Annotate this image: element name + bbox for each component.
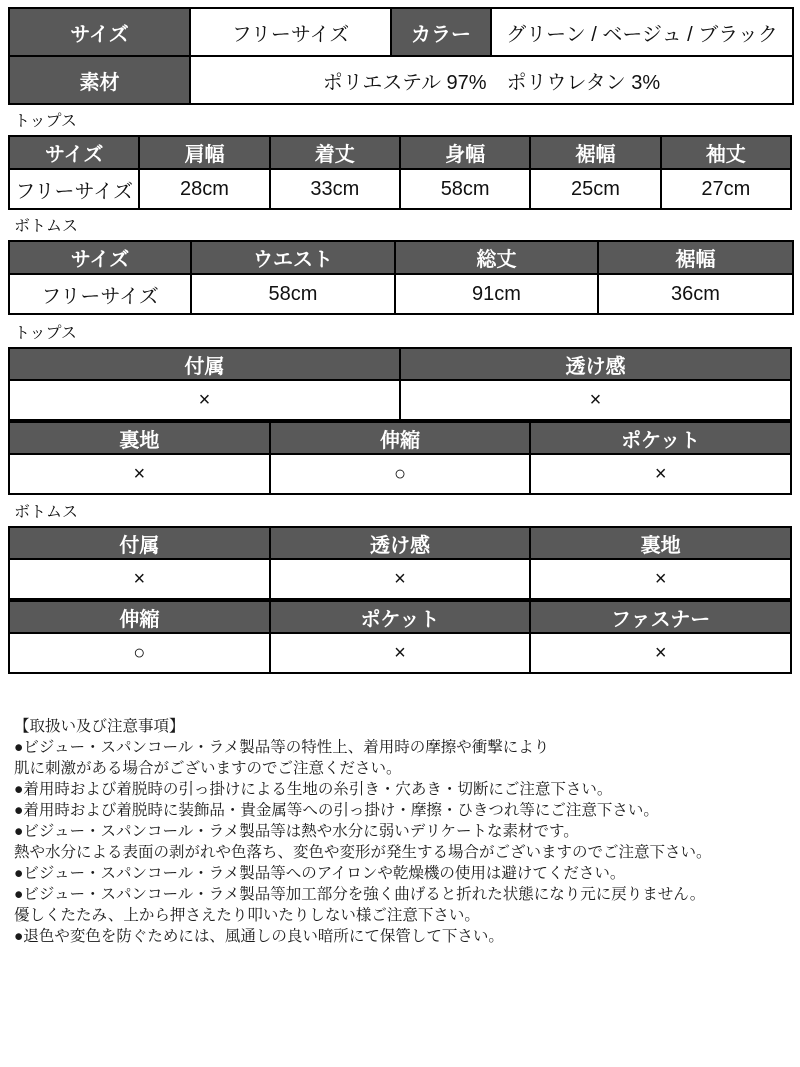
bottoms-size-value: フリーサイズ	[9, 274, 191, 314]
tops-pocket-value: ×	[530, 454, 791, 494]
material-value: ポリエステル 97% ポリウレタン 3%	[190, 56, 793, 104]
tops-measure-section-label: トップス	[14, 113, 77, 130]
tops-size-header: サイズ	[9, 136, 139, 169]
bottoms-features-value-row-1	[9, 559, 791, 599]
bottoms-sheerness-header: 透け感	[270, 527, 531, 559]
note-line: 熱や水分による表面の剥がれや色落ち、変色や変形が発生する場合がございますのでご注意下さい。	[14, 844, 712, 861]
hem-width-value: 25cm	[530, 169, 660, 209]
bottoms-lining-header: 裏地	[530, 527, 791, 559]
note-line: ●ビジュー・スパンコール・ラメ製品等の特性上、着用時の摩擦や衝撃により	[14, 739, 550, 756]
tops-lining-header: 裏地	[9, 422, 270, 454]
product-info-table	[8, 7, 794, 105]
handling-notes	[8, 716, 792, 947]
tops-pocket-header: ポケット	[530, 422, 791, 454]
bottoms-zipper-value: ×	[530, 633, 791, 673]
note-line: ●ビジュー・スパンコール・ラメ製品等加工部分を強く曲げると折れた状態になり元に戻りません。	[14, 886, 706, 903]
bottoms-features-table-group2	[8, 600, 792, 674]
info-row-size-color	[9, 8, 793, 56]
tops-sheerness-value: ×	[400, 380, 791, 420]
bottoms-size-header: サイズ	[9, 241, 191, 274]
bottoms-stretch-header: 伸縮	[9, 601, 270, 633]
tops-features-value-row-1	[9, 380, 791, 420]
tops-measure-header-row	[9, 136, 791, 169]
handling-notes-title: 【取扱い及び注意事項】	[14, 718, 185, 735]
bottoms-sheerness-value: ×	[270, 559, 531, 599]
waist-header: ウエスト	[191, 241, 395, 274]
material-label: 素材	[9, 56, 190, 104]
bottoms-measure-header-row	[9, 241, 793, 274]
tops-accessories-value: ×	[9, 380, 400, 420]
note-line: ●着用時および着脱時に装飾品・貴金属等への引っ掛け・摩擦・ひきつれ等にご注意下さい。	[14, 802, 659, 819]
color-value: グリーン / ベージュ / ブラック	[491, 8, 793, 56]
tops-stretch-value: ○	[270, 454, 531, 494]
info-row-material	[9, 56, 793, 104]
waist-value: 58cm	[191, 274, 395, 314]
tops-measurement-table	[8, 135, 792, 210]
bottoms-measure-value-row	[9, 274, 793, 314]
tops-size-value: フリーサイズ	[9, 169, 139, 209]
size-value: フリーサイズ	[190, 8, 391, 56]
size-label: サイズ	[9, 8, 190, 56]
bottoms-zipper-header: ファスナー	[530, 601, 791, 633]
bottoms-features-value-row-2	[9, 633, 791, 673]
tops-features-table-group1	[8, 347, 792, 421]
tops-accessories-header: 付属	[9, 348, 400, 380]
bottoms-features-header-row-1	[9, 527, 791, 559]
tops-features-value-row-2	[9, 454, 791, 494]
bottoms-features-header-row-2	[9, 601, 791, 633]
color-label: カラー	[391, 8, 491, 56]
total-length-header: 総丈	[395, 241, 598, 274]
bottoms-features-table-group1	[8, 526, 792, 600]
sleeve-length-value: 27cm	[661, 169, 791, 209]
tops-sheerness-header: 透け感	[400, 348, 791, 380]
bottoms-features-section-label: ボトムス	[14, 504, 79, 521]
bottoms-hem-width-value: 36cm	[598, 274, 793, 314]
tops-features-header-row-1	[9, 348, 791, 380]
bottoms-accessories-value: ×	[9, 559, 270, 599]
note-line: ●ビジュー・スパンコール・ラメ製品等へのアイロンや乾燥機の使用は避けてください。	[14, 865, 626, 882]
body-width-header: 身幅	[400, 136, 530, 169]
note-line: 優しくたたみ、上から押さえたり叩いたりしない様ご注意下さい。	[14, 907, 480, 924]
tops-lining-value: ×	[9, 454, 270, 494]
note-line: 肌に刺激がある場合がございますのでご注意ください。	[14, 760, 402, 777]
garment-length-header: 着丈	[270, 136, 400, 169]
note-line: ●退色や変色を防ぐためには、風通しの良い暗所にて保管して下さい。	[14, 928, 504, 945]
bottoms-measure-section-label: ボトムス	[14, 218, 79, 235]
sleeve-length-header: 袖丈	[661, 136, 791, 169]
bottoms-pocket-header: ポケット	[270, 601, 531, 633]
tops-features-table-group2	[8, 421, 792, 495]
tops-features-header-row-2	[9, 422, 791, 454]
bottoms-lining-value: ×	[530, 559, 791, 599]
total-length-value: 91cm	[395, 274, 598, 314]
hem-width-header: 裾幅	[530, 136, 660, 169]
shoulder-width-value: 28cm	[139, 169, 269, 209]
bottoms-measurement-table	[8, 240, 794, 315]
bottoms-stretch-value: ○	[9, 633, 270, 673]
bottoms-hem-width-header: 裾幅	[598, 241, 793, 274]
bottoms-pocket-value: ×	[270, 633, 531, 673]
tops-features-section-label: トップス	[14, 325, 77, 342]
tops-stretch-header: 伸縮	[270, 422, 531, 454]
shoulder-width-header: 肩幅	[139, 136, 269, 169]
tops-measure-value-row	[9, 169, 791, 209]
body-width-value: 58cm	[400, 169, 530, 209]
garment-length-value: 33cm	[270, 169, 400, 209]
note-line: ●ビジュー・スパンコール・ラメ製品等は熱や水分に弱いデリケートな素材です。	[14, 823, 579, 840]
bottoms-accessories-header: 付属	[9, 527, 270, 559]
note-line: ●着用時および着脱時の引っ掛けによる生地の糸引き・穴あき・切断にご注意下さい。	[14, 781, 613, 798]
